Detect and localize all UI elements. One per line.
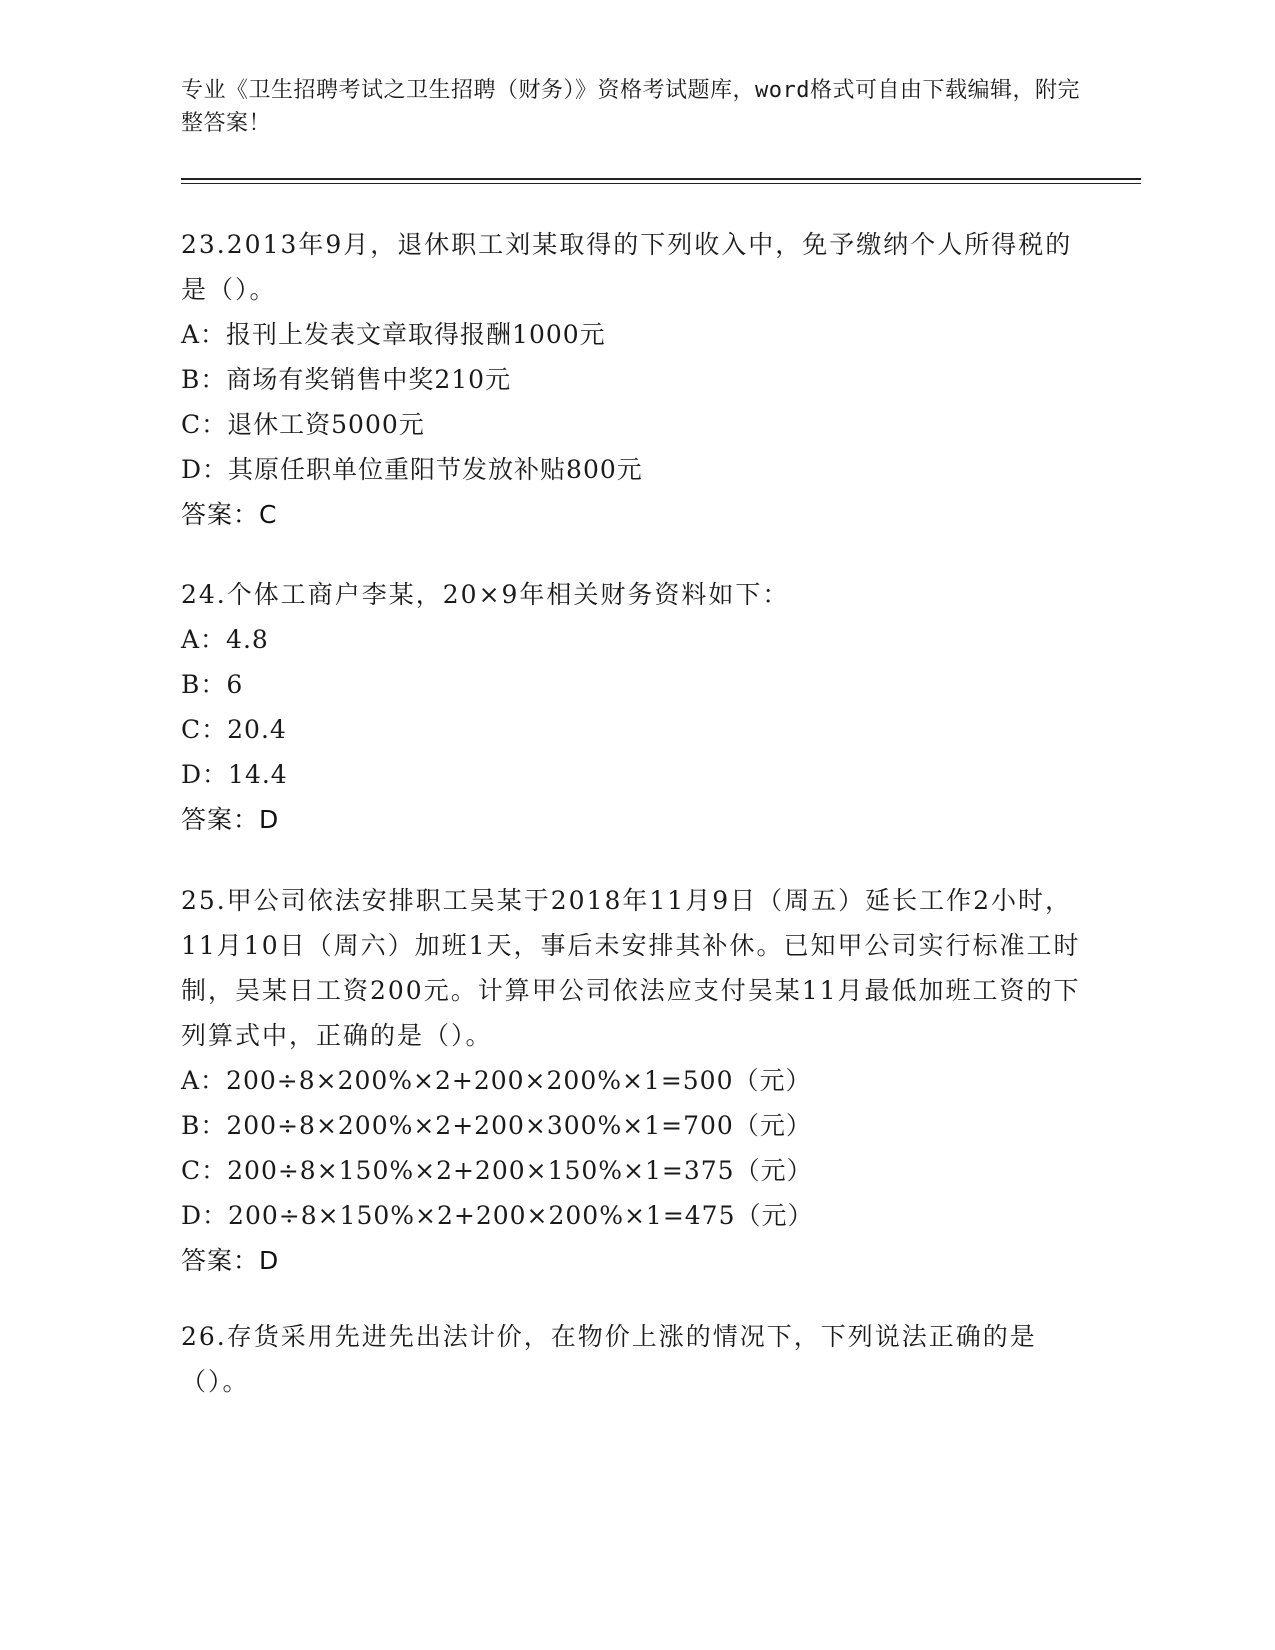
question-26 (181, 1314, 1081, 1404)
question-23 (181, 222, 1081, 537)
option-d: D：14.4 (181, 760, 288, 789)
option-c: C：20.4 (181, 715, 287, 744)
option-b: B：商场有奖销售中奖210元 (181, 365, 512, 394)
option-d: D：其原任职单位重阳节发放补贴800元 (181, 455, 643, 484)
answer-label: 答案：D (181, 805, 280, 834)
option-a: A：200÷8×200%×2+200×200%×1=500（元） (181, 1066, 812, 1095)
option-d: D：200÷8×150%×2+200×200%×1=475（元） (181, 1201, 814, 1230)
option-a: A：报刊上发表文章取得报酬1000元 (181, 320, 606, 349)
option-a: A：4.8 (181, 625, 269, 654)
question-stem: 25.甲公司依法安排职工吴某于2018年11月9日（周五）延长工作2小时，11月10日（周六）加班1天，事后未安排其补休。已知甲公司实行标准工时制，吴某日工资200元。计算甲公司依法应支付吴某11月最低加班工资的下列算式中，正确的是（）。 (181, 886, 1081, 1050)
question-stem: 26.存货采用先进先出法计价，在物价上涨的情况下，下列说法正确的是（）。 (181, 1322, 1037, 1396)
question-stem: 23.2013年9月，退休职工刘某取得的下列收入中，免予缴纳个人所得税的是（）。 (181, 230, 1073, 304)
question-stem: 24.个体工商户李某，20×9年相关财务资料如下： (181, 580, 790, 609)
header-divider (181, 178, 1141, 184)
document-page (181, 0, 1141, 1650)
answer-label: 答案：D (181, 1246, 280, 1275)
question-25 (181, 878, 1081, 1283)
option-c: C：200÷8×150%×2+200×150%×1=375（元） (181, 1156, 813, 1185)
option-c: C：退休工资5000元 (181, 410, 425, 439)
option-b: B：6 (181, 670, 244, 699)
option-b: B：200÷8×200%×2+200×300%×1=700（元） (181, 1111, 812, 1140)
document-header: 专业《卫生招聘考试之卫生招聘（财务）》资格考试题库，word格式可自由下载编辑，附完整答案！ (181, 78, 1080, 136)
question-24 (181, 572, 1081, 842)
answer-label: 答案：C (181, 500, 278, 529)
